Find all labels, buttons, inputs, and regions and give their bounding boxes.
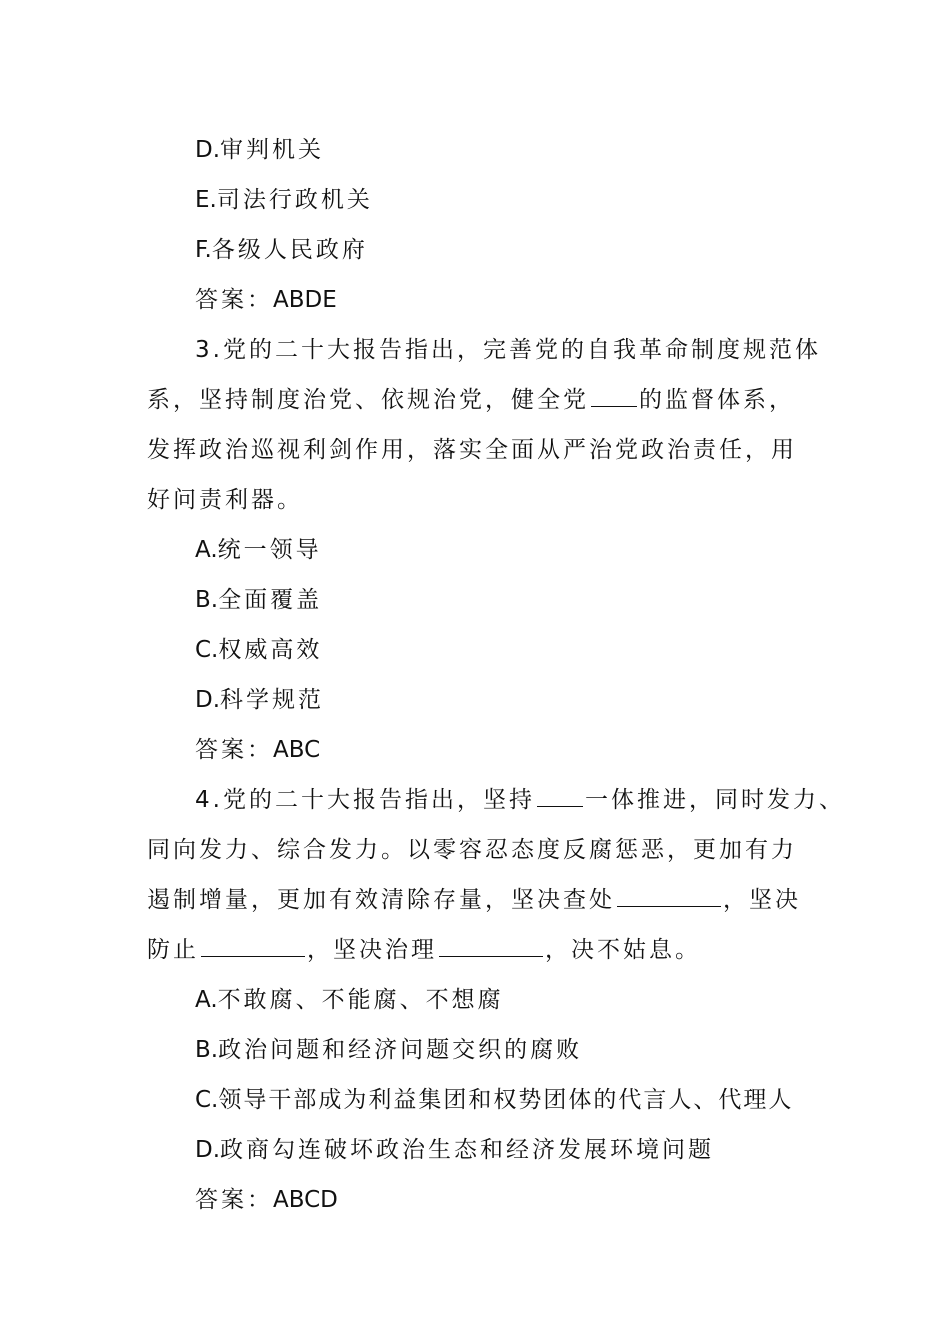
- option-letter: C.: [195, 1087, 219, 1113]
- q3-line-1: 3.党的二十大报告指出，完善党的自我革命制度规范体: [195, 337, 821, 363]
- answer-q2: [195, 275, 885, 325]
- option-d: [195, 675, 885, 725]
- option-text: 各级人民政府: [211, 237, 368, 263]
- q4-text: 4.党的二十大报告指出，坚持: [195, 787, 535, 813]
- q4-line-1: [195, 775, 845, 825]
- q4-text: 防止: [147, 937, 199, 963]
- fill-blank: [439, 934, 543, 957]
- option-a: [195, 525, 885, 575]
- option-letter: D.: [195, 1137, 221, 1163]
- option-letter: F.: [195, 237, 212, 263]
- q3-line-4: 好问责利器。: [147, 487, 303, 513]
- fill-blank: [617, 884, 721, 907]
- answer-label: 答案：: [195, 737, 273, 763]
- option-letter: D.: [195, 137, 221, 163]
- option-text: 审判机关: [220, 137, 325, 163]
- q4-text: ，坚决: [723, 887, 801, 913]
- option-text: 领导干部成为利益集团和权势团体的代言人、代理人: [218, 1087, 794, 1113]
- option-b: [195, 575, 885, 625]
- option-letter: B.: [195, 587, 219, 613]
- fill-blank: [201, 934, 305, 957]
- fill-blank: [591, 384, 637, 407]
- option-letter: C.: [195, 637, 219, 663]
- answer-value: ABC: [273, 737, 321, 763]
- option-f: [195, 225, 885, 275]
- option-text: 权威高效: [218, 637, 323, 663]
- q4-text: ，决不姑息。: [545, 937, 701, 963]
- option-d: [195, 125, 885, 175]
- option-d: [195, 1125, 835, 1175]
- option-text: 司法行政机关: [216, 187, 373, 213]
- q3-text: 的监督体系，: [639, 387, 795, 413]
- option-e: [195, 175, 885, 225]
- option-text: 不敢腐、不能腐、不想腐: [217, 987, 504, 1013]
- q3-line-2: [147, 375, 837, 425]
- answer-q4: [195, 1175, 885, 1225]
- q4-text: 遏制增量，更加有效清除存量，坚决查处: [147, 887, 615, 913]
- q4-line-4: [147, 925, 837, 975]
- answer-label: 答案：: [195, 1187, 273, 1213]
- answer-value: ABCD: [273, 1187, 338, 1213]
- option-letter: B.: [195, 1037, 219, 1063]
- option-a: [195, 975, 835, 1025]
- option-letter: E.: [195, 187, 217, 213]
- option-text: 全面覆盖: [218, 587, 323, 613]
- q4-line-3: [147, 875, 837, 925]
- option-b: [195, 1025, 835, 1075]
- q3-line-3: 发挥政治巡视利剑作用，落实全面从严治党政治责任，用: [147, 437, 797, 463]
- option-letter: A.: [195, 537, 218, 563]
- option-letter: A.: [195, 987, 218, 1013]
- fill-blank: [537, 784, 583, 807]
- answer-label: 答案：: [195, 287, 273, 313]
- option-text: 政治问题和经济问题交织的腐败: [218, 1037, 583, 1063]
- q4-line-2: 同向发力、综合发力。以零容忍态度反腐惩恶，更加有力: [147, 837, 797, 863]
- option-text: 政商勾连破坏政治生态和经济发展环境问题: [220, 1137, 715, 1163]
- answer-q3: [195, 725, 885, 775]
- answer-value: ABDE: [273, 287, 337, 313]
- option-c: [195, 1075, 835, 1125]
- q3-text: 系，坚持制度治党、依规治党，健全党: [147, 387, 589, 413]
- q4-text: 一体推进，同时发力、: [584, 787, 845, 813]
- q4-text: ，坚决治理: [307, 937, 437, 963]
- option-c: [195, 625, 885, 675]
- option-text: 科学规范: [220, 687, 325, 713]
- option-letter: D.: [195, 687, 221, 713]
- option-text: 统一领导: [217, 537, 322, 563]
